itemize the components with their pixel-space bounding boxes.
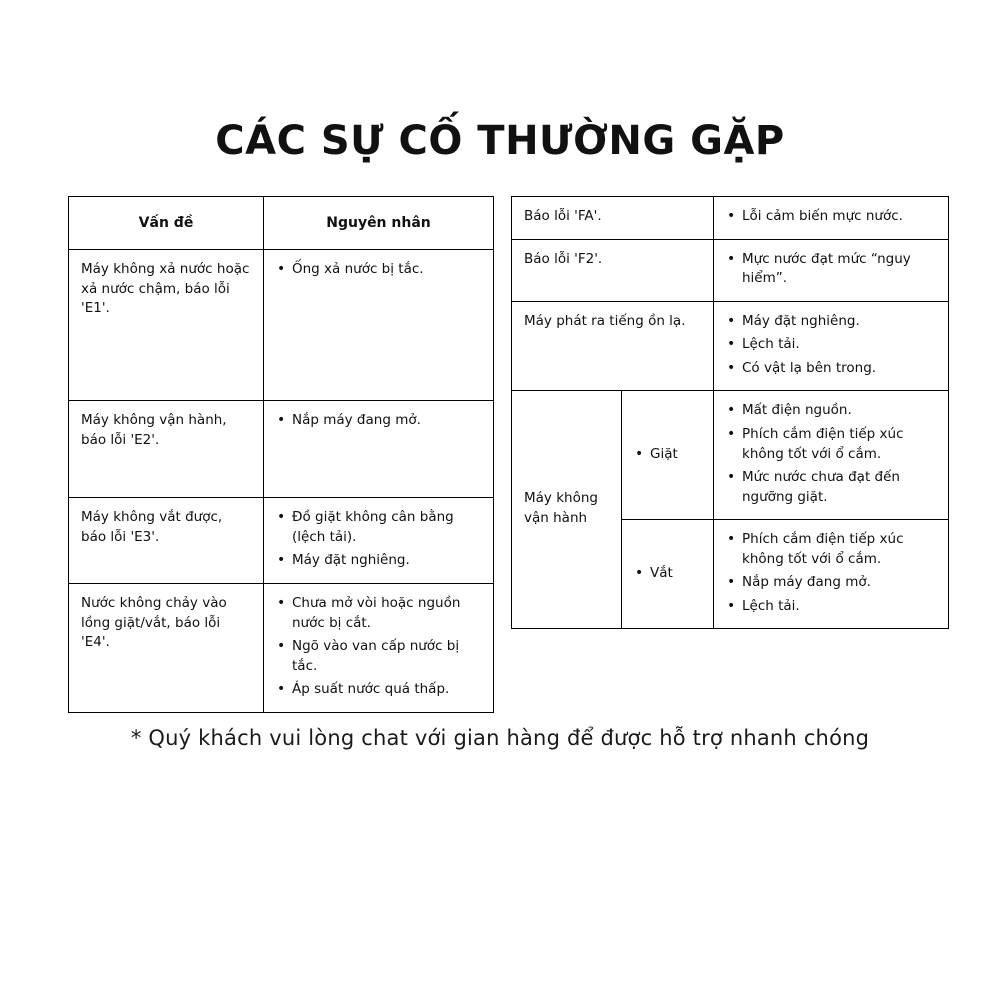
cell-problem: Máy không vắt được, báo lỗi 'E3'. <box>69 498 264 584</box>
list-item: • Nắp máy đang mở. <box>726 573 936 593</box>
table-row <box>69 583 494 712</box>
table-row <box>512 239 949 301</box>
cell-problem: Máy phát ra tiếng ồn lạ. <box>512 301 714 391</box>
footnote-text: * Quý khách vui lòng chat với gian hàng để được hỗ trợ nhanh chóng <box>130 726 870 750</box>
table-row <box>512 197 949 240</box>
list-item: • Lệch tải. <box>726 597 936 617</box>
cell-cause <box>714 239 949 301</box>
left-troubleshooting-table <box>68 196 494 713</box>
cell-mode-vat <box>622 520 714 629</box>
list-item: • Phích cắm điện tiếp xúc không tốt với ổ cắm. <box>726 425 936 464</box>
page-title: CÁC SỰ CỐ THƯỜNG GẶP <box>215 118 785 164</box>
list-item: • Lệch tải. <box>726 335 936 355</box>
list-item: • Giặt <box>634 445 678 465</box>
cell-cause <box>714 301 949 391</box>
table-row <box>69 498 494 584</box>
cell-problem-grouped: Máy không vận hành <box>512 391 622 629</box>
cell-cause <box>714 197 949 240</box>
cell-cause <box>714 391 949 520</box>
list-item: • Máy đặt nghiêng. <box>726 312 936 332</box>
list-item: • Mất điện nguồn. <box>726 401 936 421</box>
list-item: • Nắp máy đang mở. <box>276 411 481 431</box>
table-row-grouped <box>512 391 949 520</box>
column-header-problem: Vấn đề <box>69 197 264 250</box>
column-header-cause: Nguyên nhân <box>264 197 494 250</box>
list-item: • Mực nước đạt mức “nguy hiểm”. <box>726 250 936 289</box>
list-item: • Máy đặt nghiêng. <box>276 551 481 571</box>
list-item: • Lỗi cảm biến mực nước. <box>726 207 936 227</box>
table-row <box>69 250 494 401</box>
cell-problem: Máy không vận hành, báo lỗi 'E2'. <box>69 401 264 498</box>
list-item: • Vắt <box>634 564 673 584</box>
cell-mode-giat <box>622 391 714 520</box>
cell-cause <box>264 583 494 712</box>
table-row <box>512 301 949 391</box>
cell-problem: Máy không xả nước hoặc xả nước chậm, báo lỗi 'E1'. <box>69 250 264 401</box>
list-item: • Phích cắm điện tiếp xúc không tốt với ổ cắm. <box>726 530 936 569</box>
list-item: • Chưa mở vòi hoặc nguồn nước bị cắt. <box>276 594 481 633</box>
list-item: • Đồ giặt không cân bằng (lệch tải). <box>276 508 481 547</box>
table-row <box>69 401 494 498</box>
list-item: • Áp suất nước quá thấp. <box>276 680 481 700</box>
cell-cause <box>264 498 494 584</box>
cell-problem: Báo lỗi 'F2'. <box>512 239 714 301</box>
right-troubleshooting-table <box>511 196 949 629</box>
list-item: • Mức nước chưa đạt đến ngưỡng giặt. <box>726 468 936 507</box>
list-item: • Ống xả nước bị tắc. <box>276 260 481 280</box>
list-item: • Có vật lạ bên trong. <box>726 359 936 379</box>
table-header-row <box>69 197 494 250</box>
cell-cause <box>714 520 949 629</box>
cell-problem: Nước không chảy vào lồng giặt/vắt, báo lỗi 'E4'. <box>69 583 264 712</box>
cell-cause <box>264 401 494 498</box>
list-item: • Ngõ vào van cấp nước bị tắc. <box>276 637 481 676</box>
cell-problem: Báo lỗi 'FA'. <box>512 197 714 240</box>
cell-cause <box>264 250 494 401</box>
